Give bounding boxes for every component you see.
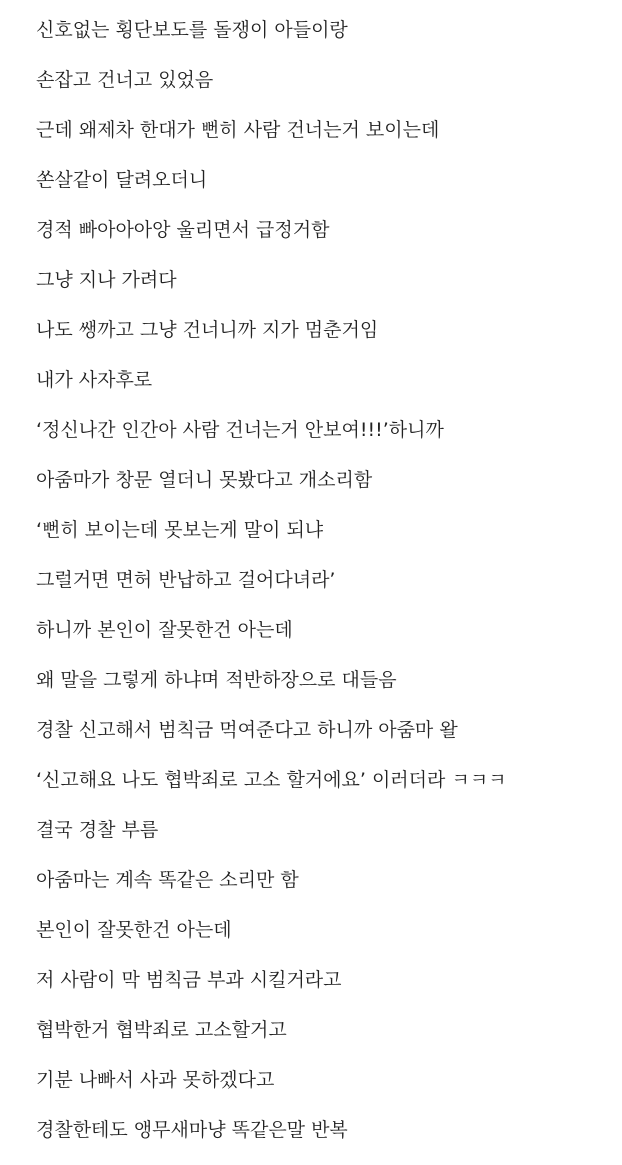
text-line: ‘정신나간 인간아 사람 건너는거 안보여!!!’하니까 (36, 419, 444, 441)
text-line: 결국 경찰 부름 (36, 819, 159, 841)
post-body (36, 15, 606, 1165)
text-line: 저 사람이 막 범칙금 부과 시킬거라고 (36, 969, 342, 991)
text-line: 하니까 본인이 잘못한건 아는데 (36, 619, 293, 641)
text-line: 쏜살같이 달려오더니 (36, 169, 208, 191)
text-line: 왜 말을 그렇게 하냐며 적반하장으로 대들음 (36, 669, 397, 691)
text-line: 그럴거면 면허 반납하고 걸어다녀라’ (36, 569, 336, 591)
text-line: ‘뻔히 보이는데 못보는게 말이 되냐 (36, 519, 324, 541)
text-line: 본인이 잘못한건 아는데 (36, 919, 232, 941)
text-line: 나도 쌩까고 그냥 건너니까 지가 멈춘거임 (36, 319, 379, 341)
text-line: 아줌마는 계속 똑같은 소리만 함 (36, 869, 299, 891)
text-line: 경적 빠아아아앙 울리면서 급정거함 (36, 219, 330, 241)
text-line: 아줌마가 창문 열더니 못봤다고 개소리함 (36, 469, 373, 491)
text-line: 손잡고 건너고 있었음 (36, 69, 214, 91)
text-line: 신호없는 횡단보도를 돌쟁이 아들이랑 (36, 19, 348, 41)
text-line: 기분 나빠서 사과 못하겠다고 (36, 1069, 275, 1091)
text-line: 그냥 지나 가려다 (36, 269, 177, 291)
text-line: 경찰 신고해서 범칙금 먹여준다고 하니까 아줌마 왈 (36, 719, 458, 741)
text-line: 경찰한테도 앵무새마냥 똑같은말 반복 (36, 1119, 348, 1141)
text-line: 근데 왜제차 한대가 뻔히 사람 건너는거 보이는데 (36, 119, 440, 141)
text-line: 협박한거 협박죄로 고소할거고 (36, 1019, 287, 1041)
text-line: ‘신고해요 나도 협박죄로 고소 할거에요’ 이러더라 ㅋㅋㅋ (36, 769, 507, 791)
text-line: 내가 사자후로 (36, 369, 153, 391)
